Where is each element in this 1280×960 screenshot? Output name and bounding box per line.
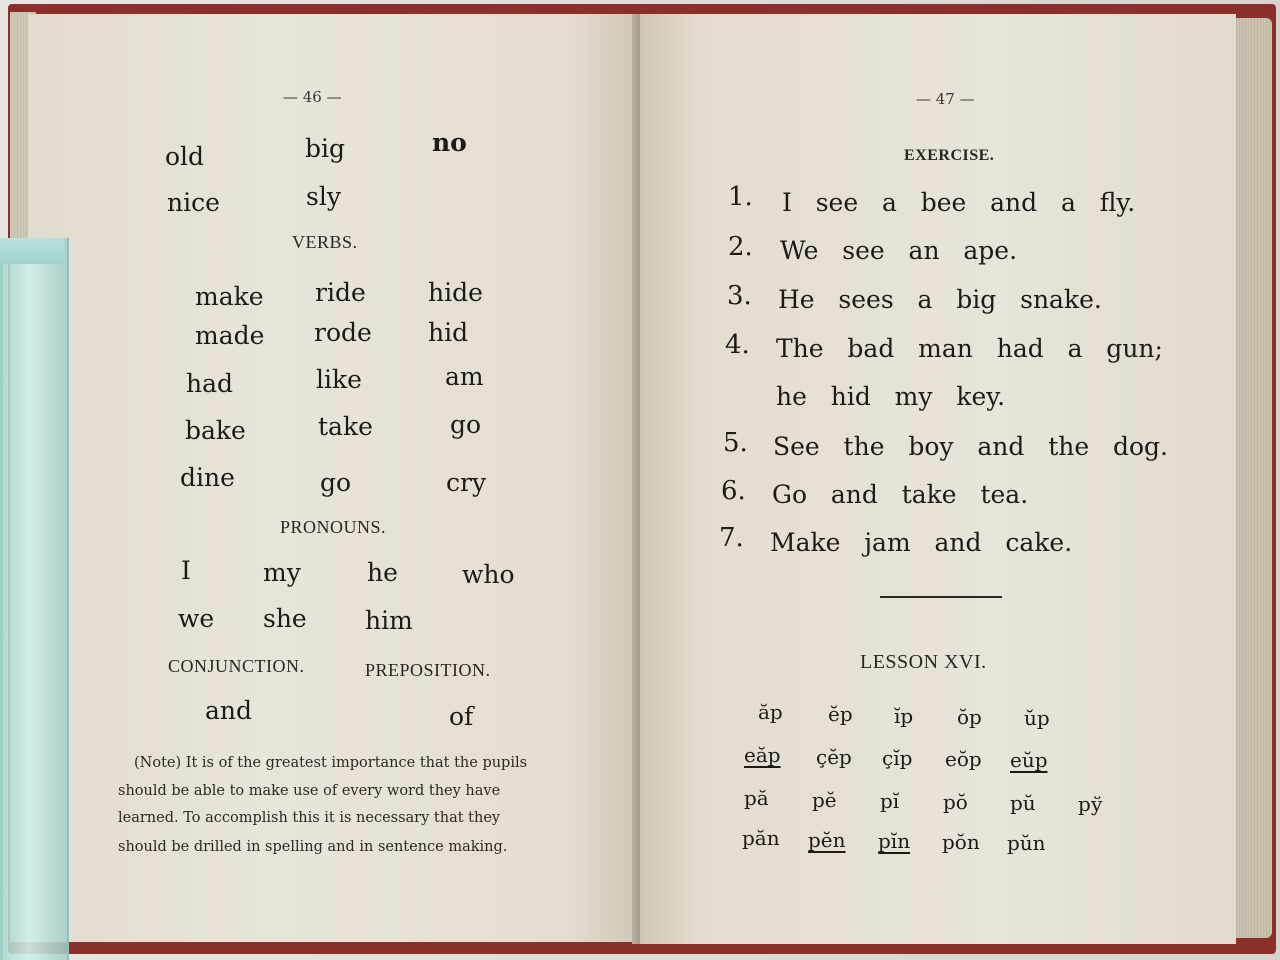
phonics-syllable: eŏp bbox=[945, 747, 982, 771]
pronoun-word: him bbox=[365, 606, 413, 635]
phonics-syllable: ŏp bbox=[957, 705, 982, 729]
preposition-word: of bbox=[449, 702, 474, 731]
phonics-syllable: ĕp bbox=[828, 702, 853, 726]
phonics-syllable: păn bbox=[742, 826, 780, 850]
phonics-syllable: pŏ bbox=[943, 790, 968, 814]
page-number-47: — 47 — bbox=[916, 90, 975, 108]
verb-word: dine bbox=[180, 463, 235, 492]
page-edges-right bbox=[1232, 18, 1272, 938]
exercise-number: 1. bbox=[728, 182, 753, 212]
exercise-number: 6. bbox=[721, 476, 746, 506]
phonics-syllable: pă bbox=[744, 786, 769, 810]
verb-word: like bbox=[316, 365, 362, 394]
exercise-number: 5. bbox=[723, 428, 748, 458]
exercise-sentence: he hid my key. bbox=[776, 382, 1006, 411]
pronoun-word: who bbox=[462, 560, 515, 589]
phonics-syllable: pŭ bbox=[1010, 791, 1036, 815]
phonics-syllable: çĭp bbox=[882, 746, 913, 770]
exercise-sentence: The bad man had a gun; bbox=[776, 334, 1163, 363]
exercise-sentence: We see an ape. bbox=[780, 236, 1018, 265]
phonics-syllable: pĭn bbox=[878, 829, 911, 853]
exercise-sentence: Go and take tea. bbox=[772, 480, 1029, 509]
note-line: learned. To accomplish this it is necessary that they bbox=[118, 810, 501, 826]
phonics-syllable: ĭp bbox=[894, 704, 914, 728]
verbs-heading: VERBS. bbox=[292, 232, 358, 252]
phonics-syllable: ŭp bbox=[1024, 706, 1050, 730]
verb-word: bake bbox=[185, 416, 246, 445]
exercise-number: 2. bbox=[728, 232, 753, 262]
left-page bbox=[28, 14, 638, 942]
exercise-number: 4. bbox=[725, 330, 750, 360]
section-divider bbox=[880, 596, 1002, 598]
verb-word: go bbox=[450, 410, 482, 439]
verb-word: hid bbox=[428, 318, 469, 347]
verb-word: go bbox=[320, 468, 352, 497]
verb-word: rode bbox=[314, 318, 372, 347]
phonics-syllable: pŏn bbox=[942, 830, 980, 854]
phonics-syllable: ăp bbox=[758, 700, 783, 724]
phonics-syllable: eŭp bbox=[1010, 748, 1048, 772]
pronouns-heading: PRONOUNS. bbox=[280, 517, 387, 537]
verb-word: make bbox=[195, 282, 264, 311]
phonics-syllable: pŭn bbox=[1007, 831, 1046, 855]
pronoun-word: she bbox=[263, 604, 307, 633]
verb-word: had bbox=[186, 369, 234, 398]
adjective-word: nice bbox=[167, 188, 220, 217]
pronoun-word: I bbox=[181, 556, 191, 585]
phonics-syllable: pĕn bbox=[808, 828, 846, 852]
exercise-heading: EXERCISE. bbox=[904, 147, 995, 164]
pronoun-word: we bbox=[178, 604, 215, 633]
preposition-heading: PREPOSITION. bbox=[365, 660, 491, 680]
exercise-number: 3. bbox=[727, 281, 752, 311]
conjunction-heading: CONJUNCTION. bbox=[168, 656, 305, 676]
exercise-sentence: Make jam and cake. bbox=[770, 528, 1073, 557]
note-line: should be able to make use of every word they have bbox=[118, 783, 501, 799]
glass-paperweight-top bbox=[0, 238, 64, 264]
right-page bbox=[640, 14, 1236, 944]
page-number-46: — 46 — bbox=[283, 88, 342, 106]
verb-word: take bbox=[318, 412, 373, 441]
adjective-word: sly bbox=[306, 182, 341, 211]
note-line: (Note) It is of the greatest importance that the pupils bbox=[134, 755, 528, 771]
exercise-number: 7. bbox=[719, 523, 744, 553]
conjunction-word: and bbox=[205, 696, 253, 725]
verb-word: hide bbox=[428, 278, 483, 307]
adjective-word: big bbox=[305, 134, 346, 163]
verb-word: cry bbox=[446, 468, 487, 497]
exercise-sentence: See the boy and the dog. bbox=[773, 432, 1168, 461]
pronoun-word: he bbox=[367, 558, 398, 587]
phonics-syllable: eăp bbox=[744, 743, 781, 767]
pronoun-word: my bbox=[263, 558, 301, 587]
exercise-sentence: I see a bee and a fly. bbox=[782, 188, 1136, 217]
lesson-heading: LESSON XVI. bbox=[860, 651, 987, 673]
exercise-sentence: He sees a big snake. bbox=[778, 285, 1102, 314]
phonics-syllable: çĕp bbox=[816, 745, 852, 769]
verb-word: made bbox=[195, 321, 265, 350]
adjective-word: no bbox=[432, 128, 467, 157]
phonics-syllable: pĭ bbox=[880, 789, 900, 813]
glass-paperweight bbox=[0, 238, 69, 960]
phonics-syllable: pĕ bbox=[812, 788, 837, 812]
verb-word: ride bbox=[315, 278, 366, 307]
phonics-syllable: pў bbox=[1078, 792, 1103, 816]
note-line: should be drilled in spelling and in sentence making. bbox=[118, 839, 508, 855]
adjective-word: old bbox=[165, 142, 205, 171]
verb-word: am bbox=[445, 362, 484, 391]
